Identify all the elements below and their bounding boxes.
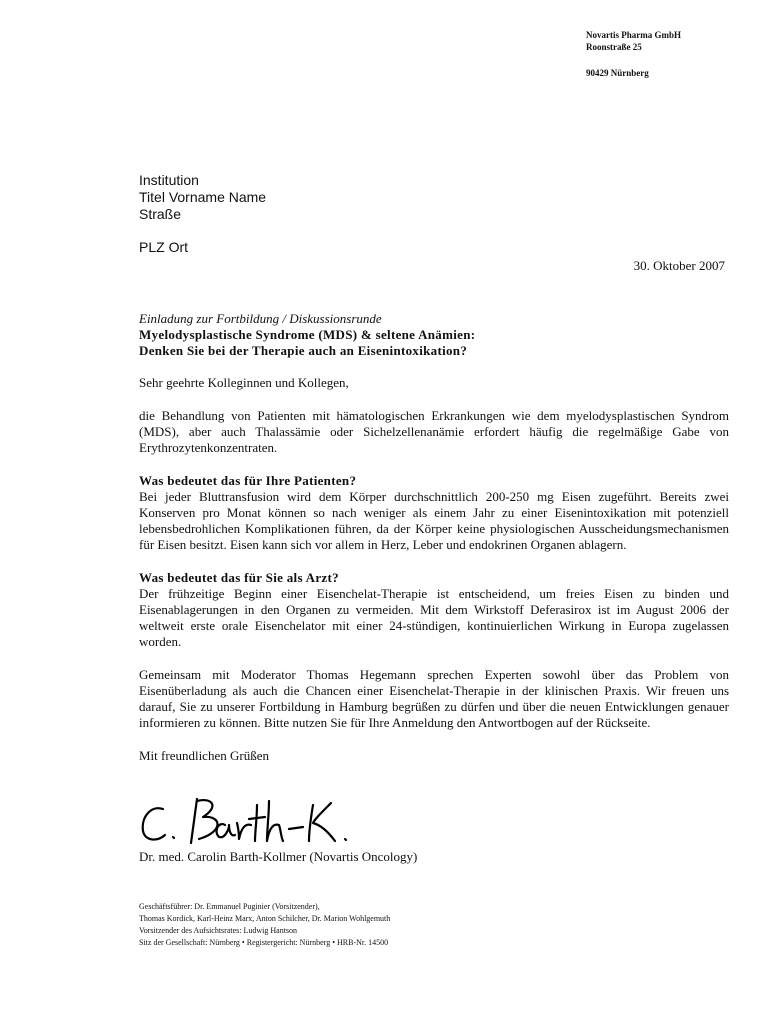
- section-doctor-text: Der frühzeitige Beginn einer Eisenchelat-Therapie ist entscheidend, um freies Eisen zu binden und Eisenablagerungen in den Organen zu vermeiden. Mit dem Wirkstoff Deferasirox ist im August 2006 der weltweit erste orale Eisenchelator mit einer 24-stündigen, kontinuierlichen Wirkung in Europa zugelassen worden.: [139, 586, 729, 649]
- signer-name: Dr. med. Carolin Barth-Kollmer (Novartis Oncology): [139, 849, 418, 864]
- subject-line-2: Myelodysplastische Syndrome (MDS) & seltene Anämien:: [139, 327, 476, 342]
- recipient-institution: Institution: [139, 172, 199, 188]
- closing: Mit freundlichen Grüßen: [139, 748, 269, 763]
- recipient-address: [139, 172, 266, 256]
- footer-line-4: Sitz der Gesellschaft: Nürnberg • Registergericht: Nürnberg • HRB-Nr. 14500: [139, 938, 389, 947]
- sender-zip-city: 90429 Nürnberg: [586, 68, 649, 78]
- section-doctor-heading: Was bedeutet das für Sie als Arzt?: [139, 570, 339, 585]
- section-doctor: [139, 570, 729, 650]
- recipient-name: Titel Vorname Name: [139, 189, 267, 205]
- footer-line-1: Geschäftsführer: Dr. Emmanuel Puginier (Vorsitzender),: [139, 902, 320, 911]
- footer-line-3: Vorsitzender des Aufsichtsrates: Ludwig Hantson: [139, 926, 298, 935]
- sender-company: Novartis Pharma GmbH: [586, 30, 681, 40]
- section-patients-heading: Was bedeutet das für Ihre Patienten?: [139, 473, 357, 488]
- recipient-zip-city: PLZ Ort: [139, 239, 189, 255]
- subject-line-1: Einladung zur Fortbildung / Diskussionsrunde: [139, 311, 382, 326]
- event-paragraph: Gemeinsam mit Moderator Thomas Hegemann sprechen Experten sowohl über das Problem von Eisenüberladung als auch die Chancen einer Eisenchelat-Therapie in der klinischen Praxis. Wir freuen uns darauf, Sie zu unserer Fortbildung in Hamburg begrüßen zu dürfen und über die neuen Entwicklungen genauer informieren zu können. Bitte nutzen Sie für Ihre Anmeldung den Antwortbogen auf der Rückseite.: [139, 667, 729, 730]
- footer: [139, 901, 390, 949]
- sender-address: [586, 29, 681, 79]
- recipient-street: Straße: [139, 206, 182, 222]
- letter-body: [139, 311, 729, 764]
- subject-line-3: Denken Sie bei der Therapie auch an Eisenintoxikation?: [139, 343, 468, 358]
- salutation: Sehr geehrte Kolleginnen und Kollegen,: [139, 375, 349, 390]
- letter-date: 30. Oktober 2007: [633, 258, 725, 273]
- footer-line-2: Thomas Kordick, Karl-Heinz Marx, Anton Schilcher, Dr. Marion Wohlgemuth: [139, 914, 391, 923]
- handwritten-signature: [137, 795, 367, 851]
- section-patients-text: Bei jeder Bluttransfusion wird dem Körper durchschnittlich 200-250 mg Eisen zugeführt. Bereits zwei Konserven pro Monat können so nach weniger als einem Jahr zu einer Eisenintoxikation mit potenziell lebensbedrohlichen Komplikationen führen, da der Körper keine physiologischen Ausscheidungsmechanismen für Eisen besitzt. Eisen kann sich vor allem in Herz, Leber und endokrinen Organen ablagern.: [139, 489, 729, 552]
- section-patients: [139, 473, 729, 553]
- sender-street: Roonstraße 25: [586, 42, 642, 52]
- intro-paragraph: die Behandlung von Patienten mit hämatologischen Erkrankungen wie dem myelodysplastischen Syndrom (MDS), aber auch Thalassämie oder Sichelzellenanämie erfordert häufig die regelmäßige Gabe von Erythrozytenkonzentraten.: [139, 408, 729, 455]
